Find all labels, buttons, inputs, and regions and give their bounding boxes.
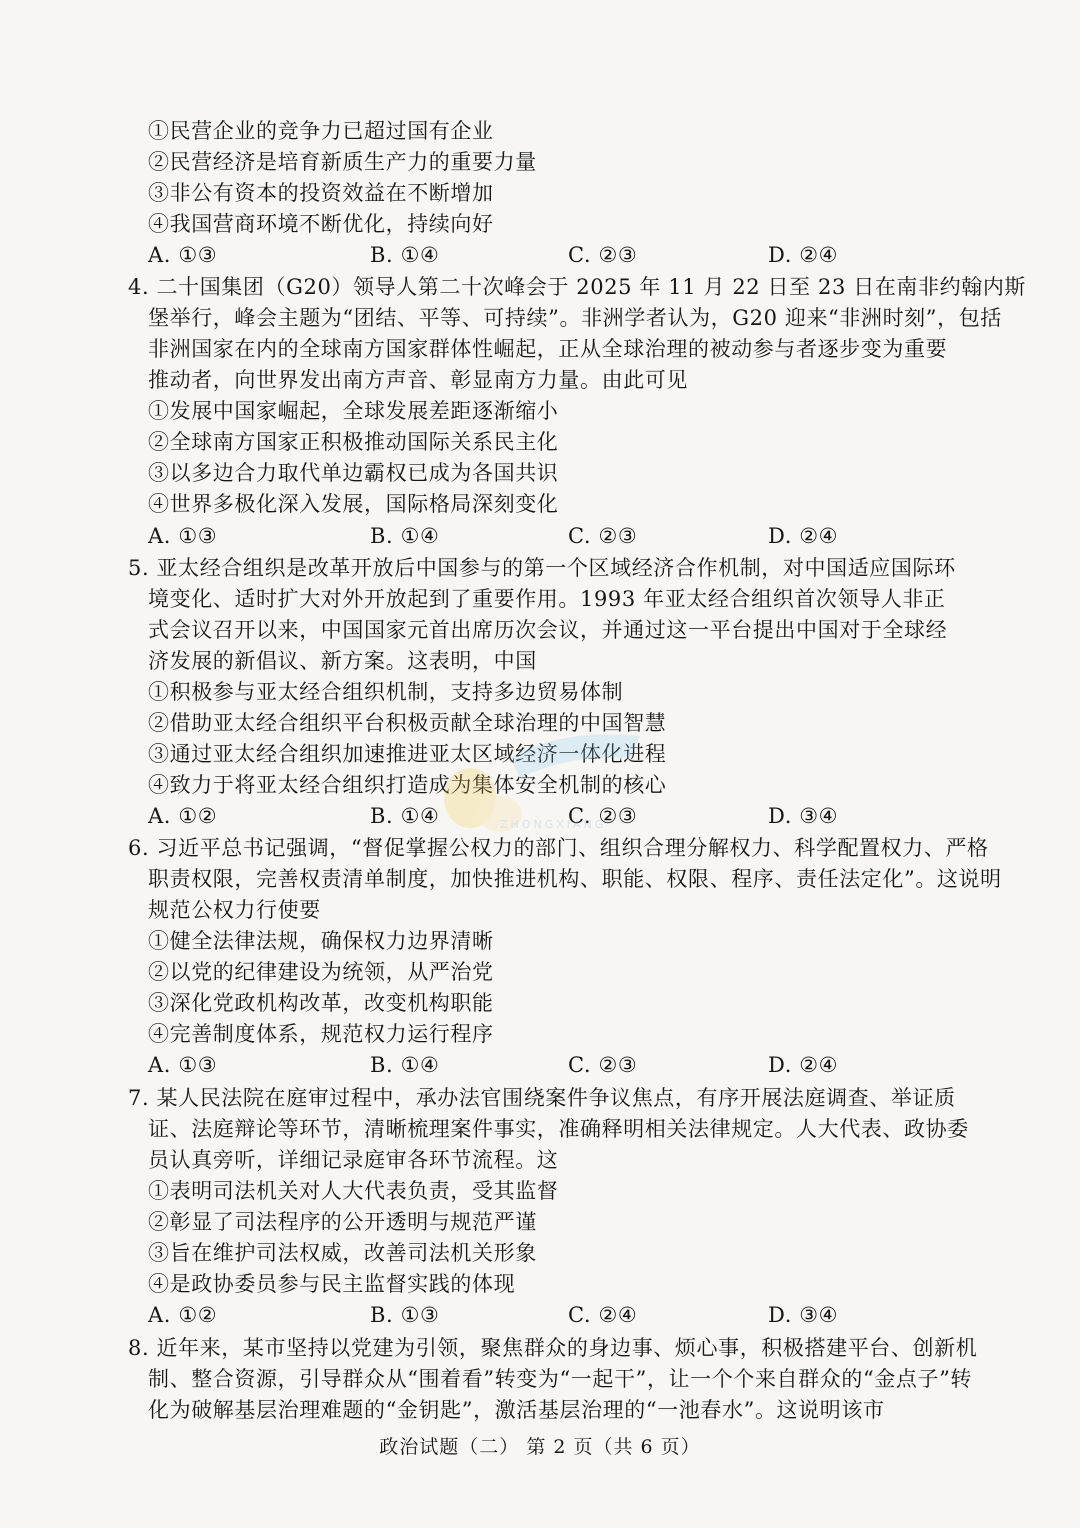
q5-option-2: ②借助亚太经合组织平台积极贡献全球治理的中国智慧 (148, 711, 667, 735)
q4-stem-line-1: 4. 二十国集团（G20）领导人第二十次峰会于 2025 年 11 月 22 日至 23 日在南非约翰内斯 (128, 275, 1027, 299)
answer-c: C. ②③ (568, 524, 638, 548)
answer-b: B. ①④ (370, 1053, 440, 1077)
q7-option-1: ①表明司法机关对人大代表负责，受其监督 (148, 1179, 559, 1203)
answer-a: A. ①② (148, 804, 218, 828)
q5-stem-line-2: 境变化、适时扩大对外开放起到了重要作用。1993 年亚太经合组织首次领导人非正 (148, 587, 946, 611)
q6-option-1: ①健全法律法规，确保权力边界清晰 (148, 929, 494, 953)
answer-b: B. ①③ (370, 1303, 440, 1327)
q6-option-3: ③深化党政机构改革，改变机构职能 (148, 991, 494, 1015)
q4-stem-line-2: 堡举行，峰会主题为“团结、平等、可持续”。非洲学者认为，G20 迎来“非洲时刻”，包括 (148, 306, 1002, 330)
answer-d: D. ②④ (768, 1053, 839, 1077)
q5-stem-line-3: 式会议召开以来，中国国家元首出席历次会议，并通过这一平台提出中国对于全球经 (148, 618, 948, 642)
q3-option-3: ③非公有资本的投资效益在不断增加 (148, 181, 494, 205)
q7-option-3: ③旨在维护司法权威，改善司法机关形象 (148, 1241, 537, 1265)
page-footer: 政治试题（二） 第 2 页（共 6 页） (379, 1436, 701, 1458)
q4-stem-line-4: 推动者，向世界发出南方声音、彰显南方力量。由此可见 (148, 368, 688, 392)
q4-option-1: ①发展中国家崛起，全球发展差距逐渐缩小 (148, 399, 559, 423)
answer-c: C. ②③ (568, 243, 638, 267)
answer-d: D. ②④ (768, 524, 839, 548)
q7-stem-line-3: 员认真旁听，详细记录庭审各环节流程。这 (148, 1148, 559, 1172)
q7-answer-choices (148, 1300, 868, 1330)
watermark-text: ZHONGXIANG (500, 818, 607, 831)
answer-a: A. ①③ (148, 243, 218, 267)
q3-option-1: ①民营企业的竞争力已超过国有企业 (148, 119, 494, 143)
q6-option-4: ④完善制度体系，规范权力运行程序 (148, 1022, 494, 1046)
q8-stem-line-1: 8. 近年来，某市坚持以党建为引领，聚焦群众的身边事、烦心事，积极搭建平台、创新机 (128, 1336, 978, 1360)
q6-stem-line-1: 6. 习近平总书记强调，“督促掌握公权力的部门、组织合理分解权力、科学配置权力、严格 (128, 836, 989, 860)
q3-option-4: ④我国营商环境不断优化，持续向好 (148, 212, 494, 236)
q7-option-2: ②彰显了司法程序的公开透明与规范严谨 (148, 1210, 537, 1234)
answer-b: B. ①④ (370, 524, 440, 548)
answer-b: B. ①④ (370, 243, 440, 267)
answer-a: A. ①③ (148, 1053, 218, 1077)
q5-stem-line-1: 5. 亚太经合组织是改革开放后中国参与的第一个区域经济合作机制，对中国适应国际环 (128, 556, 956, 580)
q4-answer-choices (148, 521, 868, 551)
q5-option-3: ③通过亚太经合组织加速推进亚太区域经济一体化进程 (148, 742, 667, 766)
answer-a: A. ①② (148, 1303, 218, 1327)
answer-b: B. ①④ (370, 804, 440, 828)
q5-option-1: ①积极参与亚太经合组织机制，支持多边贸易体制 (148, 680, 624, 704)
answer-d: D. ③④ (768, 804, 839, 828)
q6-stem-line-3: 规范公权力行使要 (148, 898, 321, 922)
q4-option-3: ③以多边合力取代单边霸权已成为各国共识 (148, 461, 559, 485)
q8-stem-line-3: 化为破解基层治理难题的“金钥匙”，激活基层治理的“一池春水”。这说明该市 (148, 1398, 885, 1422)
answer-d: D. ③④ (768, 1303, 839, 1327)
q6-option-2: ②以党的纪律建设为统领，从严治党 (148, 960, 494, 984)
answer-a: A. ①③ (148, 524, 218, 548)
q5-stem-line-4: 济发展的新倡议、新方案。这表明，中国 (148, 649, 537, 673)
q6-stem-line-2: 职责权限，完善权责清单制度，加快推进机构、职能、权限、程序、责任法定化”。这说明 (148, 867, 1002, 891)
answer-d: D. ②④ (768, 243, 839, 267)
q8-stem-line-2: 制、整合资源，引导群众从“围着看”转变为“一起干”，让一个个来自群众的“金点子”转 (148, 1367, 973, 1391)
q4-option-2: ②全球南方国家正积极推动国际关系民主化 (148, 430, 559, 454)
answer-c: C. ②③ (568, 804, 638, 828)
answer-c: C. ②③ (568, 1053, 638, 1077)
q4-option-4: ④世界多极化深入发展，国际格局深刻变化 (148, 492, 559, 516)
q7-stem-line-2: 证、法庭辩论等环节，清晰梳理案件事实，准确释明相关法律规定。人大代表、政协委 (148, 1117, 969, 1141)
q3-option-2: ②民营经济是培育新质生产力的重要力量 (148, 150, 537, 174)
q5-option-4: ④致力于将亚太经合组织打造成为集体安全机制的核心 (148, 773, 667, 797)
q6-answer-choices (148, 1050, 868, 1080)
q3-answer-choices (148, 240, 868, 270)
answer-c: C. ②④ (568, 1303, 638, 1327)
q7-stem-line-1: 7. 某人民法院在庭审过程中，承办法官围绕案件争议焦点，有序开展法庭调查、举证质 (128, 1086, 956, 1110)
q5-answer-choices (148, 801, 868, 831)
q4-stem-line-3: 非洲国家在内的全球南方国家群体性崛起，正从全球治理的被动参与者逐步变为重要 (148, 337, 948, 361)
q7-option-4: ④是政协委员参与民主监督实践的体现 (148, 1272, 516, 1296)
